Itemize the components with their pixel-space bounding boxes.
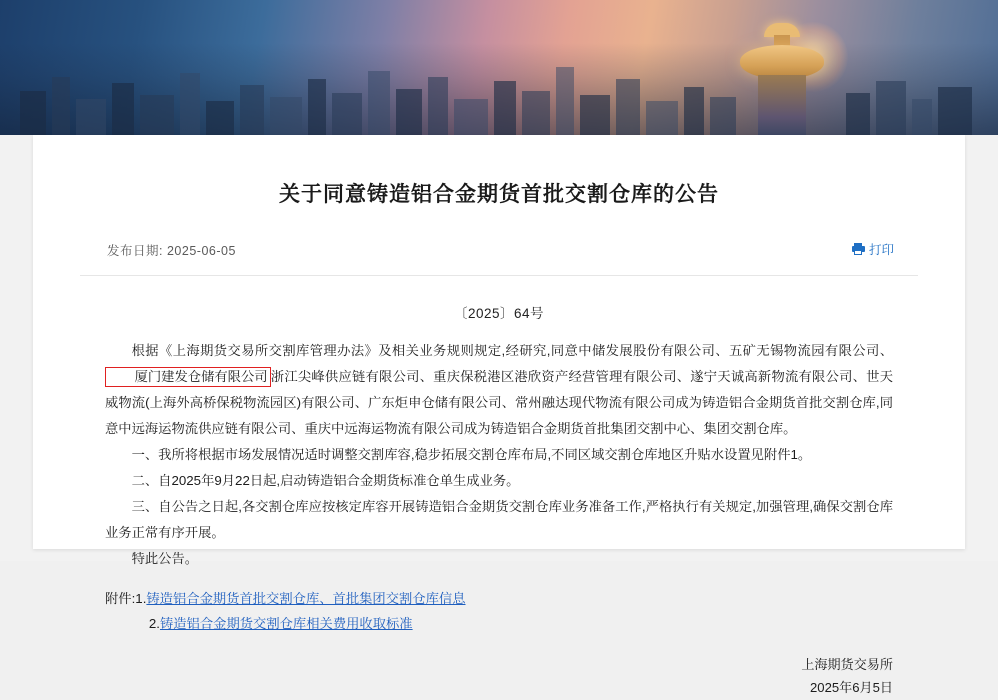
- city-skyline-banner: [0, 0, 998, 135]
- print-button-label: 打印: [868, 243, 894, 258]
- building: [454, 99, 488, 135]
- attachment-row-1: [105, 586, 893, 611]
- building: [140, 95, 174, 135]
- building: [494, 81, 516, 135]
- building: [522, 91, 550, 135]
- attachment-2-index: 2.: [148, 615, 160, 631]
- paragraph-1: [105, 338, 893, 442]
- document-card: [33, 135, 965, 696]
- building: [206, 101, 234, 135]
- building: [76, 99, 106, 135]
- building: [52, 77, 70, 135]
- signature-block: [33, 654, 893, 700]
- document-number: 〔2025〕64号: [453, 306, 545, 322]
- paragraph-5: 特此公告。: [131, 550, 199, 566]
- attachment-row-2: [105, 611, 893, 636]
- building: [270, 97, 302, 135]
- publish-date: [107, 241, 236, 259]
- building: [912, 99, 932, 135]
- building: [240, 85, 264, 135]
- building: [846, 93, 870, 135]
- publish-date-label: 发布日期:: [107, 244, 163, 259]
- building: [180, 73, 200, 135]
- paragraph-4: 三、自公告之日起,各交割仓库应按核定库容开展铸造铝合金期货交割仓库业务准备工作,严格执行有关规定,加强管理,确保交割仓库业务正常有序开展。: [105, 498, 893, 540]
- attachments: [105, 586, 893, 637]
- landmark-tower: [734, 23, 830, 135]
- highlighted-company: 厦门建发仓储有限公司: [105, 367, 271, 387]
- printer-icon: [852, 243, 865, 255]
- building: [332, 93, 362, 135]
- building: [684, 87, 704, 135]
- building: [876, 81, 906, 135]
- attachment-1-link[interactable]: 铸造铝合金期货首批交割仓库、首批集团交割仓库信息: [146, 590, 466, 606]
- paragraph-1-part-b: 浙江尖峰供应链有限公司、重庆保税港区港欣资产经营管理有限公司、遂宁天诚高新物流有限公司、世天威物流(上海外高桥保税物流园区)有限公司、广东炬申仓储有限公司、常州融达现代物流有限公司成为铸造铝合金期货首批交割仓库,同意中远海运物流供应链有限公司、重庆中远海运物流有限公司成为铸造铝合金期货首批集团交割中心、集团交割仓库。: [105, 369, 893, 437]
- attachment-1-index: 1.: [135, 590, 147, 606]
- attachment-2-link[interactable]: 铸造铝合金期货交割仓库相关费用收取标准: [159, 615, 413, 631]
- document-body: [105, 338, 893, 571]
- publish-date-value: 2025-06-05: [166, 244, 236, 259]
- building: [396, 89, 422, 135]
- building: [112, 83, 134, 135]
- attachments-label: 附件:: [105, 590, 136, 606]
- building: [556, 67, 574, 135]
- building: [368, 71, 390, 135]
- building: [20, 91, 46, 135]
- building: [580, 95, 610, 135]
- building: [938, 87, 972, 135]
- paragraph-3: 二、自2025年9月22日起,启动铸造铝合金期货标准仓单生成业务。: [131, 473, 520, 488]
- signature-date: 2025年6月5日: [810, 680, 893, 696]
- paragraph-2: 一、我所将根据市场发展情况适时调整交割库容,稳步拓展交割仓库布局,不同区域交割仓库地区升贴水设置见附件1。: [131, 447, 812, 463]
- signature-org: 上海期货交易所: [801, 657, 893, 673]
- building: [308, 79, 326, 135]
- building: [710, 97, 736, 135]
- building: [646, 101, 678, 135]
- building: [616, 79, 640, 135]
- paragraph-1-part-a: 根据《上海期货交易所交割库管理办法》及相关业务规则规定,经研究,同意中储发展股份有限公司、五矿无锡物流园有限公司、: [131, 343, 893, 359]
- document-meta-row: [80, 241, 918, 276]
- page-title: 关于同意铸造铝合金期货首批交割仓库的公告: [279, 183, 719, 206]
- print-button[interactable]: [852, 240, 894, 258]
- building: [428, 77, 448, 135]
